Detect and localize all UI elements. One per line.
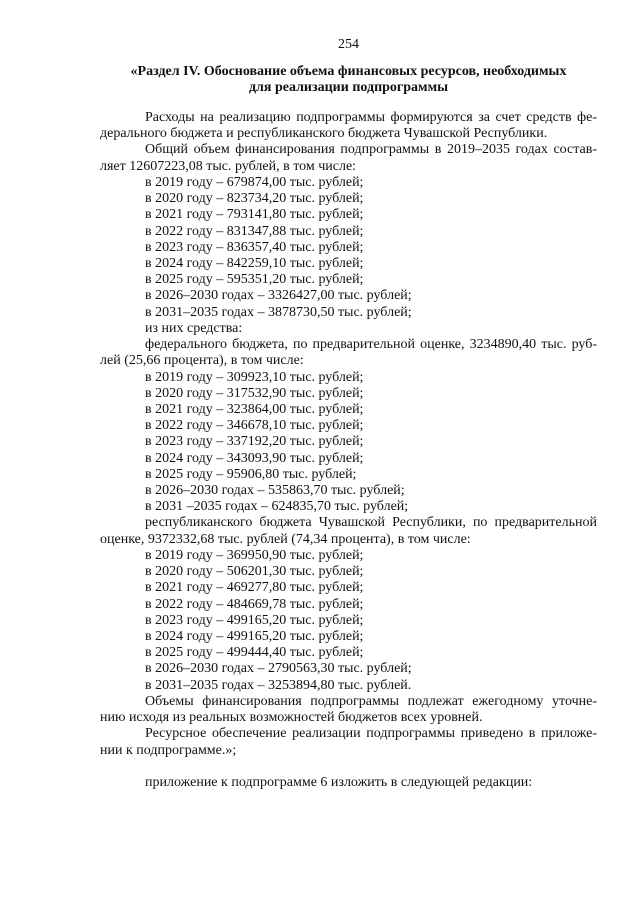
- paragraph-line: лей (25,66 процента), в том числе:: [100, 353, 304, 369]
- total-by-year-list: [100, 175, 597, 321]
- year-allocation-item: в 2031–2035 годах – 3878730,50 тыс. рублей;: [145, 304, 412, 320]
- amendment-instruction: приложение к подпрограмме 6 изложить в следующей редакции:: [145, 774, 533, 790]
- year-allocation-item: в 2023 году – 499165,20 тыс. рублей;: [145, 612, 364, 628]
- document-body: [100, 110, 597, 791]
- year-allocation-item: в 2021 году – 469277,80 тыс. рублей;: [145, 580, 364, 596]
- year-allocation-item: в 2019 году – 369950,90 тыс. рублей;: [145, 547, 364, 563]
- year-allocation-item: в 2019 году – 679874,00 тыс. рублей;: [145, 174, 364, 190]
- year-allocation-item: в 2020 году – 317532,90 тыс. рублей;: [145, 385, 364, 401]
- year-allocation-item: в 2022 году – 831347,88 тыс. рублей;: [145, 223, 364, 239]
- of-which-label: из них средства:: [145, 320, 243, 336]
- year-allocation-item: в 2022 году – 484669,78 тыс. рублей;: [145, 596, 364, 612]
- blank-line: [100, 759, 597, 775]
- paragraph-line: ляет 12607223,08 тыс. рублей, в том числе:: [100, 158, 357, 174]
- paragraph-line: нии к подпрограмме.»;: [100, 742, 237, 758]
- paragraph-line: Расходы на реализацию подпрограммы формируются за счет средств фе-: [145, 110, 597, 125]
- year-allocation-item: в 2020 году – 506201,30 тыс. рублей;: [145, 564, 364, 580]
- year-allocation-item: в 2023 году – 337192,20 тыс. рублей;: [145, 434, 364, 450]
- page-number: 254: [338, 37, 359, 52]
- paragraph-line: федерального бюджета, по предварительной оценке, 3234890,40 тыс. руб-: [145, 337, 597, 353]
- year-allocation-item: в 2024 году – 499165,20 тыс. рублей;: [145, 629, 364, 644]
- paragraph-line: нию исходя из реальных возможностей бюджетов всех уровней.: [100, 710, 483, 726]
- section-heading: [100, 64, 597, 96]
- year-allocation-item: в 2025 году – 95906,80 тыс. рублей;: [145, 466, 357, 482]
- year-allocation-item: в 2026–2030 годах – 535863,70 тыс. рублей;: [145, 483, 405, 499]
- year-allocation-item: в 2019 году – 309923,10 тыс. рублей;: [145, 369, 364, 385]
- paragraph-line: Ресурсное обеспечение реализации подпрограммы приведено в приложе-: [145, 726, 597, 742]
- year-allocation-item: в 2024 году – 842259,10 тыс. рублей;: [145, 255, 364, 271]
- section-heading-line: «Раздел IV. Обоснование объема финансовых ресурсов, необходимых: [130, 64, 567, 79]
- year-allocation-item: в 2024 году – 343093,90 тыс. рублей;: [145, 450, 364, 466]
- paragraph-line: республиканского бюджета Чувашской Республики, по предварительной: [145, 515, 597, 531]
- year-allocation-item: в 2023 году – 836357,40 тыс. рублей;: [145, 239, 364, 255]
- year-allocation-item: в 2026–2030 годах – 2790563,30 тыс. рублей;: [145, 661, 412, 677]
- year-allocation-item: в 2025 году – 499444,40 тыс. рублей;: [145, 645, 364, 661]
- federal-by-year-list: [100, 370, 597, 516]
- year-allocation-item: в 2031 –2035 годах – 624835,70 тыс. рублей;: [145, 499, 409, 515]
- year-allocation-item: в 2022 году – 346678,10 тыс. рублей;: [145, 418, 364, 434]
- section-heading-line: для реализации подпрограммы: [248, 80, 449, 96]
- year-allocation-item: в 2021 году – 793141,80 тыс. рублей;: [145, 207, 364, 223]
- paragraph-line: оценке, 9372332,68 тыс. рублей (74,34 процента), в том числе:: [100, 531, 471, 547]
- year-allocation-item: в 2026–2030 годах – 3326427,00 тыс. рублей;: [145, 288, 412, 304]
- year-allocation-item: в 2020 году – 823734,20 тыс. рублей;: [145, 191, 364, 207]
- year-allocation-item: в 2021 году – 323864,00 тыс. рублей;: [145, 401, 364, 417]
- republic-by-year-list: [100, 548, 597, 694]
- paragraph-line: Объемы финансирования подпрограммы подлежат ежегодному уточне-: [145, 693, 597, 709]
- paragraph-line: дерального бюджета и республиканского бюджета Чувашской Республики.: [100, 126, 548, 142]
- year-allocation-item: в 2025 году – 595351,20 тыс. рублей;: [145, 272, 364, 288]
- paragraph-line: Общий объем финансирования подпрограммы в 2019–2035 годах состав-: [145, 142, 597, 158]
- year-allocation-item: в 2031–2035 годах – 3253894,80 тыс. рублей.: [145, 677, 412, 693]
